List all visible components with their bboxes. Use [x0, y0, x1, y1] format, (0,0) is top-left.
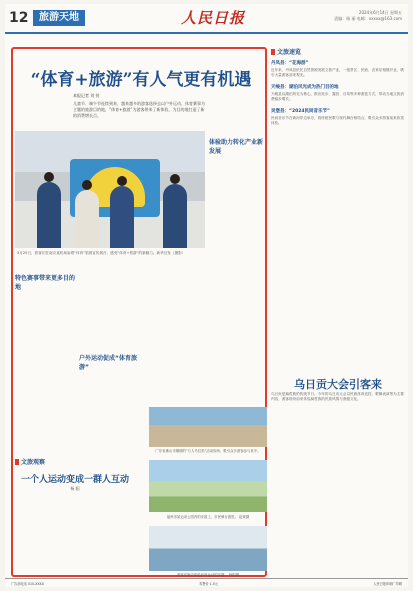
- header-date: 2024年6月14日 星期五: [358, 10, 402, 15]
- photo-person-head: [170, 174, 180, 184]
- sidebar-item-subhead: 天峻县：湖泊风光成为热门目的地: [271, 85, 339, 90]
- header-rule: [5, 32, 408, 34]
- main-photo: [15, 131, 205, 248]
- photo-person: [37, 182, 61, 248]
- footer-right: 人民日报印刷厂印刷: [373, 581, 402, 586]
- footer-left: 广告部电话 010-XXXX: [11, 581, 44, 586]
- main-article-box[interactable]: [11, 47, 267, 577]
- main-lead: 儿童节、端午节连续到来，越来越多的游客选择去以户外运动、体育赛事为主题的旅游目的地，“体育+旅游”为游客带来了新体验，为目的地打造了新的消费增长点。: [73, 101, 205, 118]
- sidebar: [271, 47, 405, 126]
- photo-person: [110, 186, 134, 248]
- photo-person: [75, 190, 99, 248]
- sidebar-article: [271, 392, 405, 402]
- page-number: 12: [9, 10, 29, 26]
- column-subhead: 户外运动促成“体育旅游”: [79, 355, 137, 371]
- marathon-photo: [149, 407, 267, 447]
- newspaper-logo: 人民日报: [181, 9, 246, 27]
- sidebar-item-body: 天峻县以湖泊风光为核心，推出徒步、露营、自驾等多种游览方式，带动当地文旅消费稳步增长。: [271, 92, 404, 101]
- main-headline: “体育+旅游”有人气更有机遇: [30, 70, 252, 90]
- cycling-photo-caption: 福州市某运动公园内的步道上，市民骑行游览。 赵爽摄: [166, 515, 250, 519]
- page-footer: [5, 578, 408, 587]
- sidebar-title: [271, 47, 405, 56]
- sidebar-item-subhead: 吴堡县：“2024民间音乐节”: [271, 109, 330, 114]
- page-header: [5, 4, 408, 34]
- section-label-text: 文旅观察: [21, 459, 46, 466]
- photo-person-head: [44, 172, 54, 182]
- section-label: [15, 457, 45, 466]
- sidebar-article-body: 乌日贡是赫哲族的传统节日。今年的乌日贡大会以民族体育竞技、歌舞表演等为主要内容，游客纷纷前来体验赫哲族的民族风情与渔猎文化。: [271, 392, 404, 401]
- sidebar-title-text: 文旅速览: [277, 49, 302, 56]
- sidebar-item-body: 民间音乐节在黄河岸边举办，将传统民歌与现代舞台相结合，吸引众多游客前来欣赏体验。: [271, 116, 404, 125]
- header-meta: [334, 10, 402, 22]
- sub-article-headline: 一个人运动变成一群人互动: [20, 475, 129, 485]
- section-tag: 旅游天地: [33, 10, 85, 26]
- main-byline: 本报记者 刘 钊: [73, 93, 100, 98]
- surfing-photo-caption: 游客在海边体验冲浪运动的乐趣。 杨阳摄: [176, 573, 240, 577]
- sub-article-author: 杨 阳: [70, 486, 80, 491]
- main-column-2: [79, 349, 141, 374]
- sidebar-headline: 乌日贡大会引客来: [294, 378, 382, 391]
- main-photo-caption: 5月25日，旅客们在南京某机场参观“体育”旅游宣传展台，感受“体育+旅游”的新魅力。新华社发（摄影）: [17, 251, 186, 255]
- column-subhead: 体验助力转化产业新发展: [209, 139, 264, 155]
- surfing-photo: [149, 526, 267, 571]
- marathon-photo-caption: 广东省佛山市顺德的“万人马拉松”活动现场，吸引众多游客参与其中。: [155, 449, 261, 453]
- column-subhead: 特色赛事带来更多目的地: [15, 275, 76, 291]
- sidebar-title-bar: [271, 49, 275, 55]
- cycling-photo: [149, 460, 267, 512]
- section-label-bar: [15, 459, 19, 465]
- newspaper-page: [5, 4, 408, 587]
- header-editor: 责编：杨 丽 电邮：xxxxx@163.com: [334, 16, 402, 21]
- photo-person: [163, 184, 187, 248]
- footer-center: 零售价 1.5元: [199, 581, 219, 586]
- main-right-column: [209, 133, 267, 158]
- main-column-1: [15, 269, 75, 294]
- photo-person-head: [117, 176, 127, 186]
- photo-person-head: [82, 180, 92, 190]
- sidebar-item-subhead: 丹凤县：“花海游”: [271, 61, 309, 66]
- sidebar-item-body: 近年来，丹凤县依托自然资源发展文旅产业，一批景区、民宿、农家乐相继开业，吸引大量游客前来观光。: [271, 68, 404, 77]
